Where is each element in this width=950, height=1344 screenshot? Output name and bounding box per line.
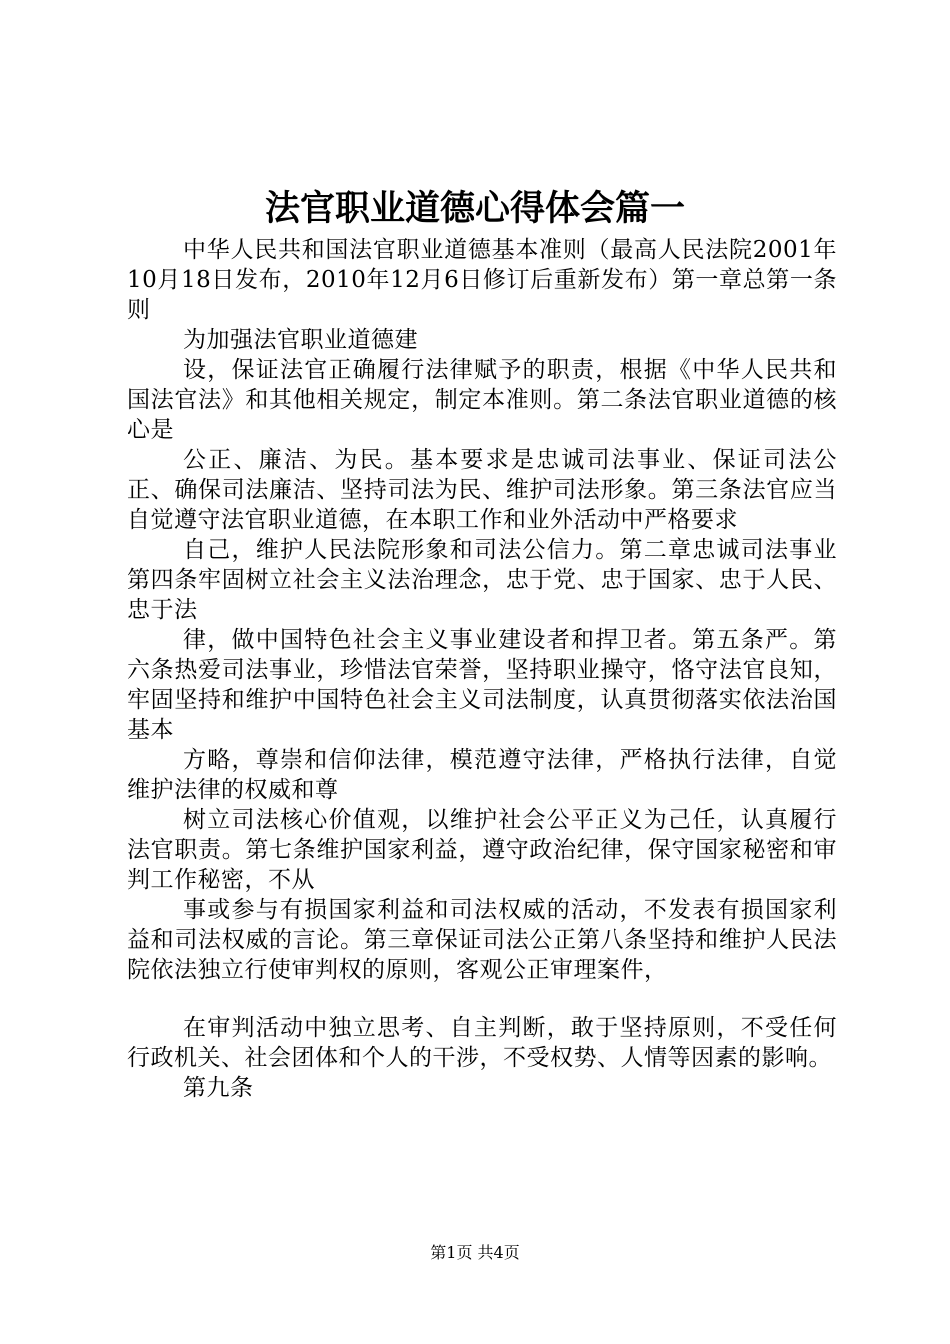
paragraph: 中华人民共和国法官职业道德基本准则（最高人民法院2001年10月18日发布，2010年12月6日修订后重新发布）第一章总第一条则 xyxy=(127,237,837,323)
paragraph: 公正、廉洁、为民。基本要求是忠诚司法事业、保证司法公正、确保司法廉洁、坚持司法为民、维护司法形象。第三条法官应当自觉遵守法官职业道德，在本职工作和业外活动中严格要求 xyxy=(127,447,837,533)
paragraph: 为加强法官职业道德建 xyxy=(183,327,418,353)
page-number-footer: 第1页 共4页 xyxy=(430,1243,520,1262)
paragraph: 自己，维护人民法院形象和司法公信力。第二章忠诚司法事业第四条牢固树立社会主义法治理念，忠于党、忠于国家、忠于人民、忠于法 xyxy=(127,537,837,623)
paragraph: 设，保证法官正确履行法律赋予的职责，根据《中华人民共和国法官法》和其他相关规定，制定本准则。第二条法官职业道德的核心是 xyxy=(127,357,837,443)
paragraph: 树立司法核心价值观，以维护社会公平正义为己任，认真履行法官职责。第七条维护国家利益，遵守政治纪律，保守国家秘密和审判工作秘密，不从 xyxy=(127,807,837,893)
document-title: 法官职业道德心得体会篇一 xyxy=(264,188,685,229)
paragraph: 事或参与有损国家利益和司法权威的活动，不发表有损国家利益和司法权威的言论。第三章保证司法公正第八条坚持和维护人民法院依法独立行使审判权的原则，客观公正审理案件， xyxy=(127,897,837,983)
paragraph: 第九条 xyxy=(183,1075,254,1101)
paragraph: 方略，尊崇和信仰法律，模范遵守法律，严格执行法律，自觉维护法律的权威和尊 xyxy=(127,747,837,803)
document-body xyxy=(127,235,837,1103)
paragraph: 在审判活动中独立思考、自主判断，敢于坚持原则，不受任何行政机关、社会团体和个人的干涉，不受权势、人情等因素的影响。 xyxy=(127,1015,837,1071)
paragraph: 律，做中国特色社会主义事业建设者和捍卫者。第五条严。第六条热爱司法事业，珍惜法官荣誉，坚持职业操守，恪守法官良知，牢固坚持和维护中国特色社会主义司法制度，认真贯彻落实依法治国基本 xyxy=(127,627,837,743)
